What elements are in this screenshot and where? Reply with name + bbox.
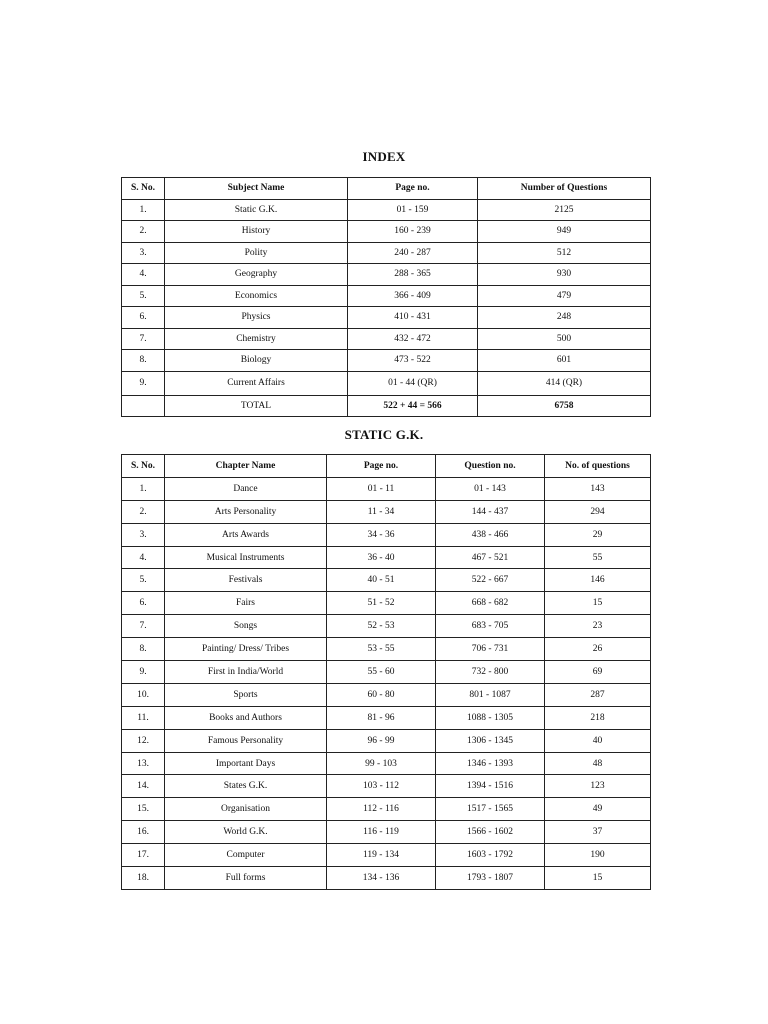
index-header-page: Page no.: [348, 178, 478, 200]
static-gk-cell-chapter: Organisation: [165, 798, 327, 821]
static-gk-cell-question-range: 1566 - 1602: [436, 821, 545, 844]
table-row: [122, 523, 651, 546]
index-cell-subject: Static G.K.: [165, 199, 348, 221]
static-gk-cell-sno: 1.: [122, 477, 165, 500]
static-gk-cell-count: 123: [545, 775, 651, 798]
static-gk-cell-count: 55: [545, 546, 651, 569]
static-gk-header-chapter: Chapter Name: [165, 455, 327, 478]
static-gk-cell-sno: 7.: [122, 615, 165, 638]
index-cell-sno: 8.: [122, 350, 165, 372]
static-gk-cell-count: 23: [545, 615, 651, 638]
static-gk-cell-chapter: Songs: [165, 615, 327, 638]
static-gk-cell-page: 51 - 52: [327, 592, 436, 615]
static-gk-cell-page: 34 - 36: [327, 523, 436, 546]
static-gk-cell-question-range: 706 - 731: [436, 638, 545, 661]
static-gk-cell-count: 146: [545, 569, 651, 592]
static-gk-cell-count: 26: [545, 638, 651, 661]
index-title: INDEX: [362, 149, 406, 164]
table-row: [122, 821, 651, 844]
static-gk-cell-page: 103 - 112: [327, 775, 436, 798]
index-cell-sno: 1.: [122, 199, 165, 221]
static-gk-cell-sno: 16.: [122, 821, 165, 844]
static-gk-cell-page: 119 - 134: [327, 844, 436, 867]
index-cell-subject: Physics: [165, 307, 348, 329]
static-gk-cell-page: 53 - 55: [327, 638, 436, 661]
static-gk-cell-page: 96 - 99: [327, 729, 436, 752]
static-gk-cell-question-range: 467 - 521: [436, 546, 545, 569]
static-gk-cell-chapter: Arts Personality: [165, 500, 327, 523]
table-row: [122, 729, 651, 752]
index-total-label: TOTAL: [165, 395, 348, 417]
static-gk-cell-count: 48: [545, 752, 651, 775]
index-table: [121, 177, 651, 417]
table-row: [122, 775, 651, 798]
static-gk-header-question-range: Question no.: [436, 455, 545, 478]
table-row: [122, 285, 651, 307]
index-cell-page: 288 - 365: [348, 264, 478, 286]
table-row: [122, 242, 651, 264]
static-gk-cell-chapter: Dance: [165, 477, 327, 500]
static-gk-cell-count: 190: [545, 844, 651, 867]
index-cell-page: 473 - 522: [348, 350, 478, 372]
static-gk-cell-question-range: 1793 - 1807: [436, 867, 545, 890]
index-header-questions: Number of Questions: [478, 178, 651, 200]
static-gk-cell-question-range: 1346 - 1393: [436, 752, 545, 775]
index-cell-page: 01 - 159: [348, 199, 478, 221]
index-cell-questions: 248: [478, 307, 651, 329]
static-gk-cell-page: 40 - 51: [327, 569, 436, 592]
index-header-sno: S. No.: [122, 178, 165, 200]
static-gk-cell-sno: 8.: [122, 638, 165, 661]
static-gk-cell-chapter: Painting/ Dress/ Tribes: [165, 638, 327, 661]
table-row: [122, 477, 651, 500]
static-gk-cell-question-range: 801 - 1087: [436, 683, 545, 706]
index-total-pages: 522 + 44 = 566: [348, 395, 478, 417]
table-row: [122, 661, 651, 684]
index-cell-questions: 512: [478, 242, 651, 264]
static-gk-cell-count: 49: [545, 798, 651, 821]
static-gk-cell-page: 60 - 80: [327, 683, 436, 706]
index-cell-questions: 414 (QR): [478, 371, 651, 395]
static-gk-cell-page: 52 - 53: [327, 615, 436, 638]
static-gk-cell-question-range: 732 - 800: [436, 661, 545, 684]
index-cell-sno: 3.: [122, 242, 165, 264]
index-cell-page: 432 - 472: [348, 328, 478, 350]
static-gk-cell-sno: 4.: [122, 546, 165, 569]
static-gk-cell-question-range: 683 - 705: [436, 615, 545, 638]
static-gk-cell-question-range: 1088 - 1305: [436, 706, 545, 729]
table-row: [122, 500, 651, 523]
table-row: [122, 199, 651, 221]
static-gk-header-count: No. of questions: [545, 455, 651, 478]
table-row: [122, 798, 651, 821]
static-gk-cell-chapter: Full forms: [165, 867, 327, 890]
table-row: [122, 592, 651, 615]
index-cell-sno: 9.: [122, 371, 165, 395]
static-gk-cell-question-range: 522 - 667: [436, 569, 545, 592]
index-cell-page: 160 - 239: [348, 221, 478, 243]
static-gk-cell-question-range: 1394 - 1516: [436, 775, 545, 798]
table-row: [122, 221, 651, 243]
static-gk-cell-sno: 10.: [122, 683, 165, 706]
index-cell-questions: 479: [478, 285, 651, 307]
index-cell-subject: Chemistry: [165, 328, 348, 350]
index-cell-subject: Biology: [165, 350, 348, 372]
static-gk-cell-chapter: Famous Personality: [165, 729, 327, 752]
static-gk-cell-question-range: 01 - 143: [436, 477, 545, 500]
static-gk-cell-page: 134 - 136: [327, 867, 436, 890]
index-cell-subject: Current Affairs: [165, 371, 348, 395]
index-header-subject: Subject Name: [165, 178, 348, 200]
index-cell-sno: 5.: [122, 285, 165, 307]
static-gk-cell-sno: 18.: [122, 867, 165, 890]
static-gk-cell-count: 69: [545, 661, 651, 684]
index-cell-sno: 6.: [122, 307, 165, 329]
static-gk-body: [122, 477, 651, 889]
index-cell-sno: 2.: [122, 221, 165, 243]
static-gk-cell-count: 15: [545, 867, 651, 890]
index-cell-subject: Geography: [165, 264, 348, 286]
static-gk-cell-count: 294: [545, 500, 651, 523]
static-gk-table: [121, 454, 651, 890]
static-gk-cell-sno: 15.: [122, 798, 165, 821]
index-cell-page: 366 - 409: [348, 285, 478, 307]
index-cell-subject: History: [165, 221, 348, 243]
static-gk-cell-question-range: 1517 - 1565: [436, 798, 545, 821]
static-gk-cell-chapter: Books and Authors: [165, 706, 327, 729]
static-gk-cell-chapter: Musical Instruments: [165, 546, 327, 569]
table-row: [122, 752, 651, 775]
table-row: [122, 615, 651, 638]
static-gk-cell-sno: 14.: [122, 775, 165, 798]
static-gk-cell-page: 01 - 11: [327, 477, 436, 500]
static-gk-cell-chapter: Sports: [165, 683, 327, 706]
table-row: [122, 638, 651, 661]
static-gk-cell-sno: 9.: [122, 661, 165, 684]
index-cell-subject: Economics: [165, 285, 348, 307]
index-cell-subject: Polity: [165, 242, 348, 264]
static-gk-cell-page: 112 - 116: [327, 798, 436, 821]
index-cell-sno: 4.: [122, 264, 165, 286]
index-cell-page: 01 - 44 (QR): [348, 371, 478, 395]
table-row: [122, 706, 651, 729]
index-header-row: [122, 178, 651, 200]
static-gk-cell-count: 143: [545, 477, 651, 500]
static-gk-cell-chapter: Festivals: [165, 569, 327, 592]
table-row: [122, 371, 651, 395]
static-gk-cell-count: 287: [545, 683, 651, 706]
table-row: [122, 844, 651, 867]
static-gk-cell-sno: 13.: [122, 752, 165, 775]
index-cell-questions: 930: [478, 264, 651, 286]
index-body: [122, 199, 651, 417]
static-gk-header-row: [122, 455, 651, 478]
static-gk-cell-page: 55 - 60: [327, 661, 436, 684]
static-gk-cell-page: 11 - 34: [327, 500, 436, 523]
table-row: [122, 683, 651, 706]
index-cell-questions: 601: [478, 350, 651, 372]
static-gk-cell-chapter: States G.K.: [165, 775, 327, 798]
static-gk-cell-page: 36 - 40: [327, 546, 436, 569]
index-total-sno: [122, 395, 165, 417]
table-row: [122, 264, 651, 286]
table-row: [122, 328, 651, 350]
static-gk-cell-chapter: Fairs: [165, 592, 327, 615]
table-row: [122, 867, 651, 890]
index-total-row: [122, 395, 651, 417]
index-cell-questions: 2125: [478, 199, 651, 221]
index-total-questions: 6758: [478, 395, 651, 417]
index-cell-page: 410 - 431: [348, 307, 478, 329]
static-gk-cell-sno: 12.: [122, 729, 165, 752]
table-row: [122, 569, 651, 592]
static-gk-cell-sno: 3.: [122, 523, 165, 546]
static-gk-cell-chapter: World G.K.: [165, 821, 327, 844]
static-gk-cell-count: 29: [545, 523, 651, 546]
static-gk-header-sno: S. No.: [122, 455, 165, 478]
index-cell-page: 240 - 287: [348, 242, 478, 264]
table-row: [122, 350, 651, 372]
static-gk-cell-chapter: Computer: [165, 844, 327, 867]
table-row: [122, 546, 651, 569]
index-cell-sno: 7.: [122, 328, 165, 350]
static-gk-cell-question-range: 668 - 682: [436, 592, 545, 615]
static-gk-cell-count: 37: [545, 821, 651, 844]
static-gk-cell-question-range: 438 - 466: [436, 523, 545, 546]
static-gk-cell-question-range: 1603 - 1792: [436, 844, 545, 867]
static-gk-cell-chapter: Important Days: [165, 752, 327, 775]
static-gk-cell-sno: 17.: [122, 844, 165, 867]
static-gk-cell-sno: 5.: [122, 569, 165, 592]
index-cell-questions: 949: [478, 221, 651, 243]
static-gk-cell-sno: 2.: [122, 500, 165, 523]
table-row: [122, 307, 651, 329]
static-gk-cell-page: 116 - 119: [327, 821, 436, 844]
static-gk-cell-count: 15: [545, 592, 651, 615]
static-gk-cell-sno: 6.: [122, 592, 165, 615]
static-gk-title: STATIC G.K.: [344, 427, 424, 442]
static-gk-cell-page: 81 - 96: [327, 706, 436, 729]
static-gk-cell-question-range: 144 - 437: [436, 500, 545, 523]
static-gk-cell-chapter: Arts Awards: [165, 523, 327, 546]
static-gk-cell-page: 99 - 103: [327, 752, 436, 775]
static-gk-header-page: Page no.: [327, 455, 436, 478]
index-cell-questions: 500: [478, 328, 651, 350]
static-gk-cell-question-range: 1306 - 1345: [436, 729, 545, 752]
static-gk-cell-chapter: First in India/World: [165, 661, 327, 684]
static-gk-cell-count: 218: [545, 706, 651, 729]
static-gk-cell-sno: 11.: [122, 706, 165, 729]
static-gk-cell-count: 40: [545, 729, 651, 752]
